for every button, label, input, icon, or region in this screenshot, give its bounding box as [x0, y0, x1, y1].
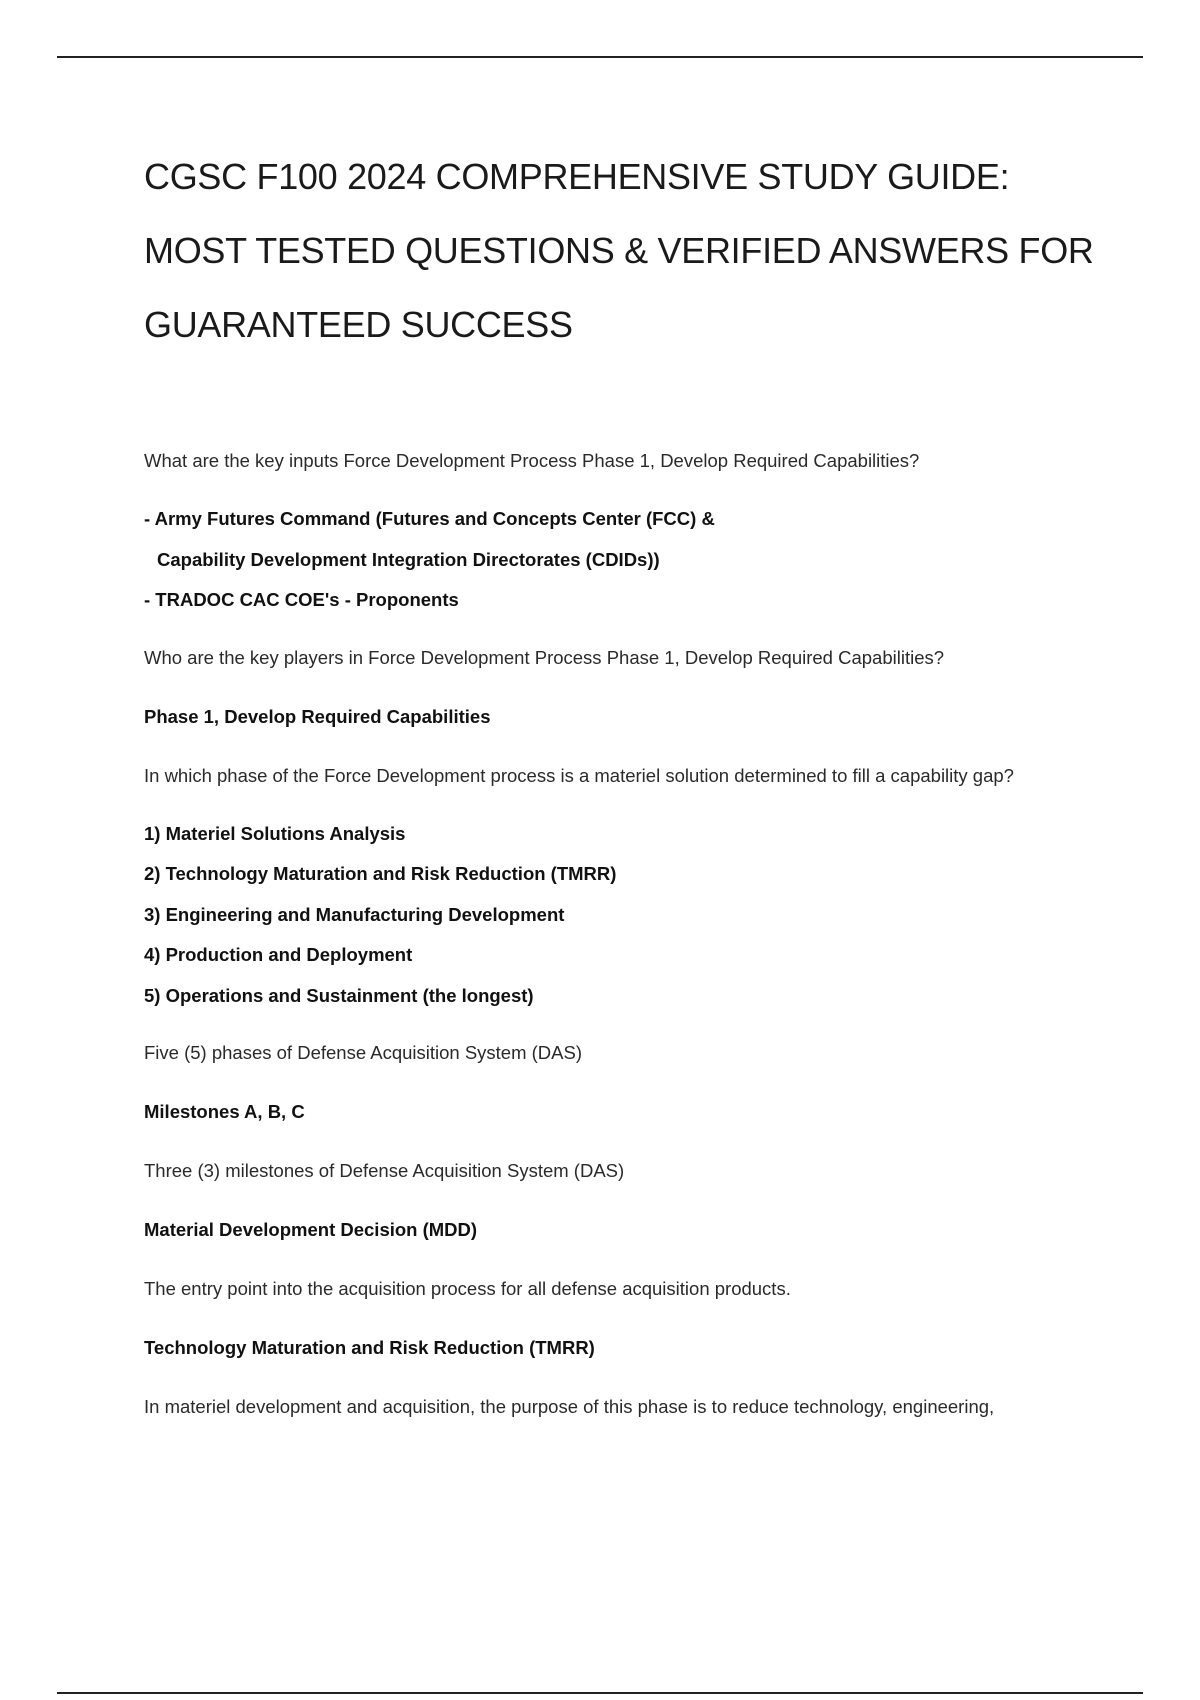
answer-line: 3) Engineering and Manufacturing Development — [144, 903, 565, 925]
document-title: CGSC F100 2024 COMPREHENSIVE STUDY GUIDE: MOST TESTED QUESTIONS & VERIFIED ANSWERS FOR GUARANTEED SUCCESS — [144, 156, 1094, 345]
question-text: In materiel development and acquisition, the purpose of this phase is to reduce technology, engineering, — [144, 1396, 995, 1417]
answer-list — [144, 499, 1104, 621]
answer-line: - Army Futures Command (Futures and Concepts Center (FCC) & — [144, 508, 715, 529]
answer-text: Milestones A, B, C — [144, 1101, 305, 1122]
answer-text: Phase 1, Develop Required Capabilities — [144, 705, 491, 727]
question-text: The entry point into the acquisition process for all defense acquisition products. — [144, 1278, 791, 1299]
question-text: Five (5) phases of Defense Acquisition System (DAS) — [144, 1042, 583, 1063]
study-guide-content — [144, 440, 1104, 1445]
question-text: Three (3) milestones of Defense Acquisition System (DAS) — [144, 1160, 625, 1181]
question-text: In which phase of the Force Development process is a materiel solution determined to fill a capability gap? — [144, 764, 1014, 786]
question-text: Who are the key players in Force Development Process Phase 1, Develop Required Capabilities? — [144, 646, 945, 668]
answer-line: 5) Operations and Sustainment (the longest) — [144, 984, 534, 1006]
answer-line: 1) Materiel Solutions Analysis — [144, 822, 406, 844]
answer-line: Capability Development Integration Directorates (CDIDs)) — [157, 548, 660, 570]
footer-rule — [57, 1692, 1143, 1694]
question-text: What are the key inputs Force Development Process Phase 1, Develop Required Capabilities? — [144, 450, 920, 471]
answer-line: 2) Technology Maturation and Risk Reduction (TMRR) — [144, 863, 617, 884]
header-rule — [57, 56, 1143, 58]
answer-text: Material Development Decision (MDD) — [144, 1219, 478, 1240]
answer-line: 4) Production and Deployment — [144, 944, 413, 965]
answer-text: Technology Maturation and Risk Reduction (TMRR) — [144, 1337, 595, 1358]
answer-list — [144, 814, 1104, 1017]
answer-line: - TRADOC CAC COE's - Proponents — [144, 589, 459, 610]
